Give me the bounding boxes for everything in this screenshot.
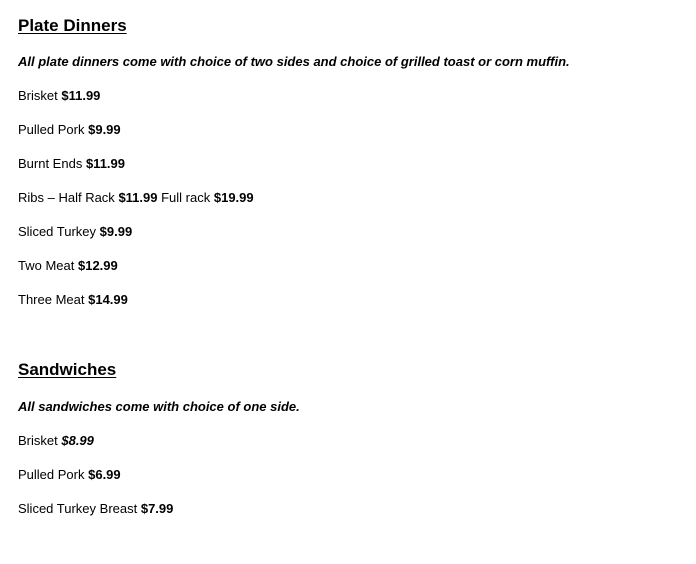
menu-item-price: $8.99: [61, 433, 94, 448]
plate-dinners-heading: Plate Dinners: [18, 16, 127, 35]
sandwiches-heading: Sandwiches: [18, 360, 117, 379]
menu-item: [18, 292, 128, 308]
menu-item-name: Pulled Pork: [18, 122, 85, 137]
menu-item-price: $6.99: [88, 467, 121, 482]
plate-dinners-note: All plate dinners come with choice of two sides and choice of grilled toast or corn muffin.: [18, 54, 570, 69]
menu-item-price-secondary: $19.99: [213, 190, 254, 205]
menu-item: [18, 433, 94, 449]
menu-item-name: Pulled Pork: [18, 467, 85, 482]
menu-item-price: $14.99: [88, 292, 128, 307]
sandwiches-note: All sandwiches come with choice of one side.: [18, 399, 300, 414]
menu-item-price: $9.99: [88, 122, 121, 137]
menu-item-price: $7.99: [140, 501, 174, 516]
menu-item-name: Brisket: [18, 88, 58, 103]
menu-item-name: Sliced Turkey Breast: [18, 501, 138, 516]
menu-item-price: $9.99: [99, 224, 133, 239]
menu-item-name: Two Meat: [18, 258, 75, 273]
menu-item-name: Three Meat: [18, 292, 85, 307]
menu-item-price: $12.99: [77, 258, 118, 273]
menu-item-name: Burnt Ends: [18, 156, 83, 171]
menu-item: [18, 156, 125, 172]
menu-item-name: Sliced Turkey: [18, 224, 97, 239]
menu-item: [18, 258, 118, 274]
menu-item-name-secondary: Full rack: [161, 190, 211, 205]
menu-item: [18, 224, 132, 240]
menu-item: [18, 88, 100, 104]
menu-item-price: $11.99: [85, 156, 125, 171]
menu-item-price: $11.99: [118, 190, 158, 205]
menu-item: [18, 467, 121, 483]
menu-item: [18, 501, 173, 517]
menu-item: [18, 190, 254, 206]
menu-item-name: Brisket: [18, 433, 58, 448]
menu-item-price: $11.99: [61, 88, 101, 103]
menu-item-name: Ribs – Half Rack: [18, 190, 115, 205]
menu-item: [18, 122, 121, 138]
